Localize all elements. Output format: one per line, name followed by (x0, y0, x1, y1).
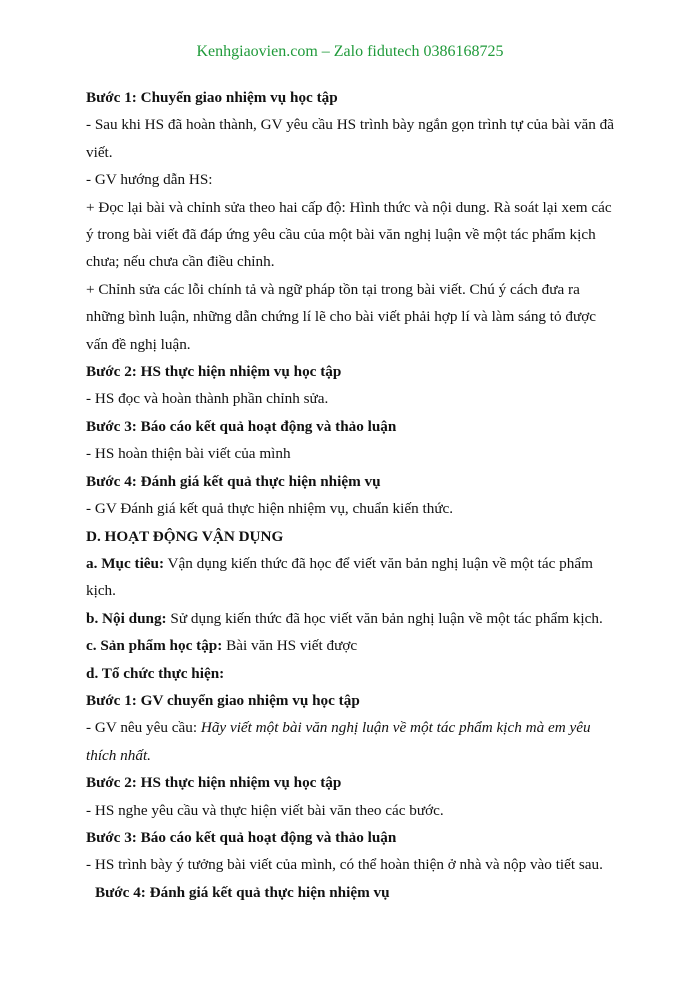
content-paragraph (86, 605, 618, 632)
step-2-heading: Bước 2: HS thực hiện nhiệm vụ học tập (86, 363, 342, 381)
d-step-3-heading: Bước 3: Báo cáo kết quả hoạt động và thảo luận (86, 828, 397, 846)
product-label: c. Sản phẩm học tập: (86, 637, 223, 655)
step-3-heading: Bước 3: Báo cáo kết quả hoạt động và thảo luận (86, 417, 397, 435)
d-step-1-task: Hãy viết một bài văn nghị luận về một tác phẩm kịch mà em yêu thích nhất. (86, 719, 591, 764)
step-2-paragraph: - HS đọc và hoàn thành phần chỉnh sửa. (86, 390, 329, 408)
objective-text: Vận dụng kiến thức đã học để viết văn bản nghị luận về một tác phẩm kịch. (86, 554, 593, 600)
step-4-paragraph: - GV Đánh giá kết quả thực hiện nhiệm vụ, chuẩn kiến thức. (86, 500, 454, 518)
d-step-1-heading: Bước 1: GV chuyển giao nhiệm vụ học tập (86, 691, 360, 709)
d-step-2-heading: Bước 2: HS thực hiện nhiệm vụ học tập (86, 774, 342, 792)
step-1-heading: Bước 1: Chuyển giao nhiệm vụ học tập (86, 89, 338, 106)
d-step-1-prefix: - GV nêu yêu cầu: (86, 719, 201, 737)
step-1-paragraph-1: - Sau khi HS đã hoàn thành, GV yêu cầu HS trình bày ngắn gọn trình tự của bài văn đã viết. (86, 116, 615, 161)
step-1-paragraph-3: + Đọc lại bài và chỉnh sửa theo hai cấp độ: Hình thức và nội dung. Rà soát lại xem các ý trong bài viết đã đáp ứng yêu cầu của một bài văn nghị luận về một tác phẩm kịch chưa; nếu chưa cần điều chỉnh. (86, 198, 612, 271)
step-1-paragraph-2: - GV hướng dẫn HS: (86, 171, 213, 189)
step-4-heading: Bước 4: Đánh giá kết quả thực hiện nhiệm vụ (86, 472, 381, 490)
objective-label: a. Mục tiêu: (86, 554, 165, 572)
step-1-paragraph-4: + Chỉnh sửa các lỗi chính tả và ngữ pháp tồn tại trong bài viết. Chú ý cách đưa ra những bình luận, những dẫn chứng lí lẽ cho bài viết phải hợp lí và làm sáng tỏ được vấn đề nghị luận. (86, 280, 597, 353)
d-step-2-paragraph: - HS nghe yêu cầu và thực hiện viết bài văn theo các bước. (86, 801, 444, 819)
objective-paragraph (86, 550, 618, 605)
product-paragraph (86, 632, 618, 659)
step-3-paragraph: - HS hoàn thiện bài viết của mình (86, 445, 291, 463)
d-step-4-heading: Bước 4: Đánh giá kết quả thực hiện nhiệm vụ (95, 883, 390, 901)
organization-heading: d. Tổ chức thực hiện: (86, 664, 225, 682)
d-step-1-paragraph (86, 714, 618, 769)
content-label: b. Nội dung: (86, 609, 167, 627)
d-step-3-paragraph: - HS trình bày ý tưởng bài viết của mình, có thể hoàn thiện ở nhà và nộp vào tiết sau. (86, 856, 603, 874)
section-d-heading: D. HOẠT ĐỘNG VẬN DỤNG (86, 527, 284, 545)
document-body (86, 84, 618, 906)
product-text: Bài văn HS viết được (222, 637, 358, 655)
page-header-watermark: Kenhgiaovien.com – Zalo fidutech 0386168725 (196, 43, 504, 60)
content-text: Sử dụng kiến thức đã học viết văn bản nghị luận về một tác phẩm kịch. (166, 609, 603, 627)
